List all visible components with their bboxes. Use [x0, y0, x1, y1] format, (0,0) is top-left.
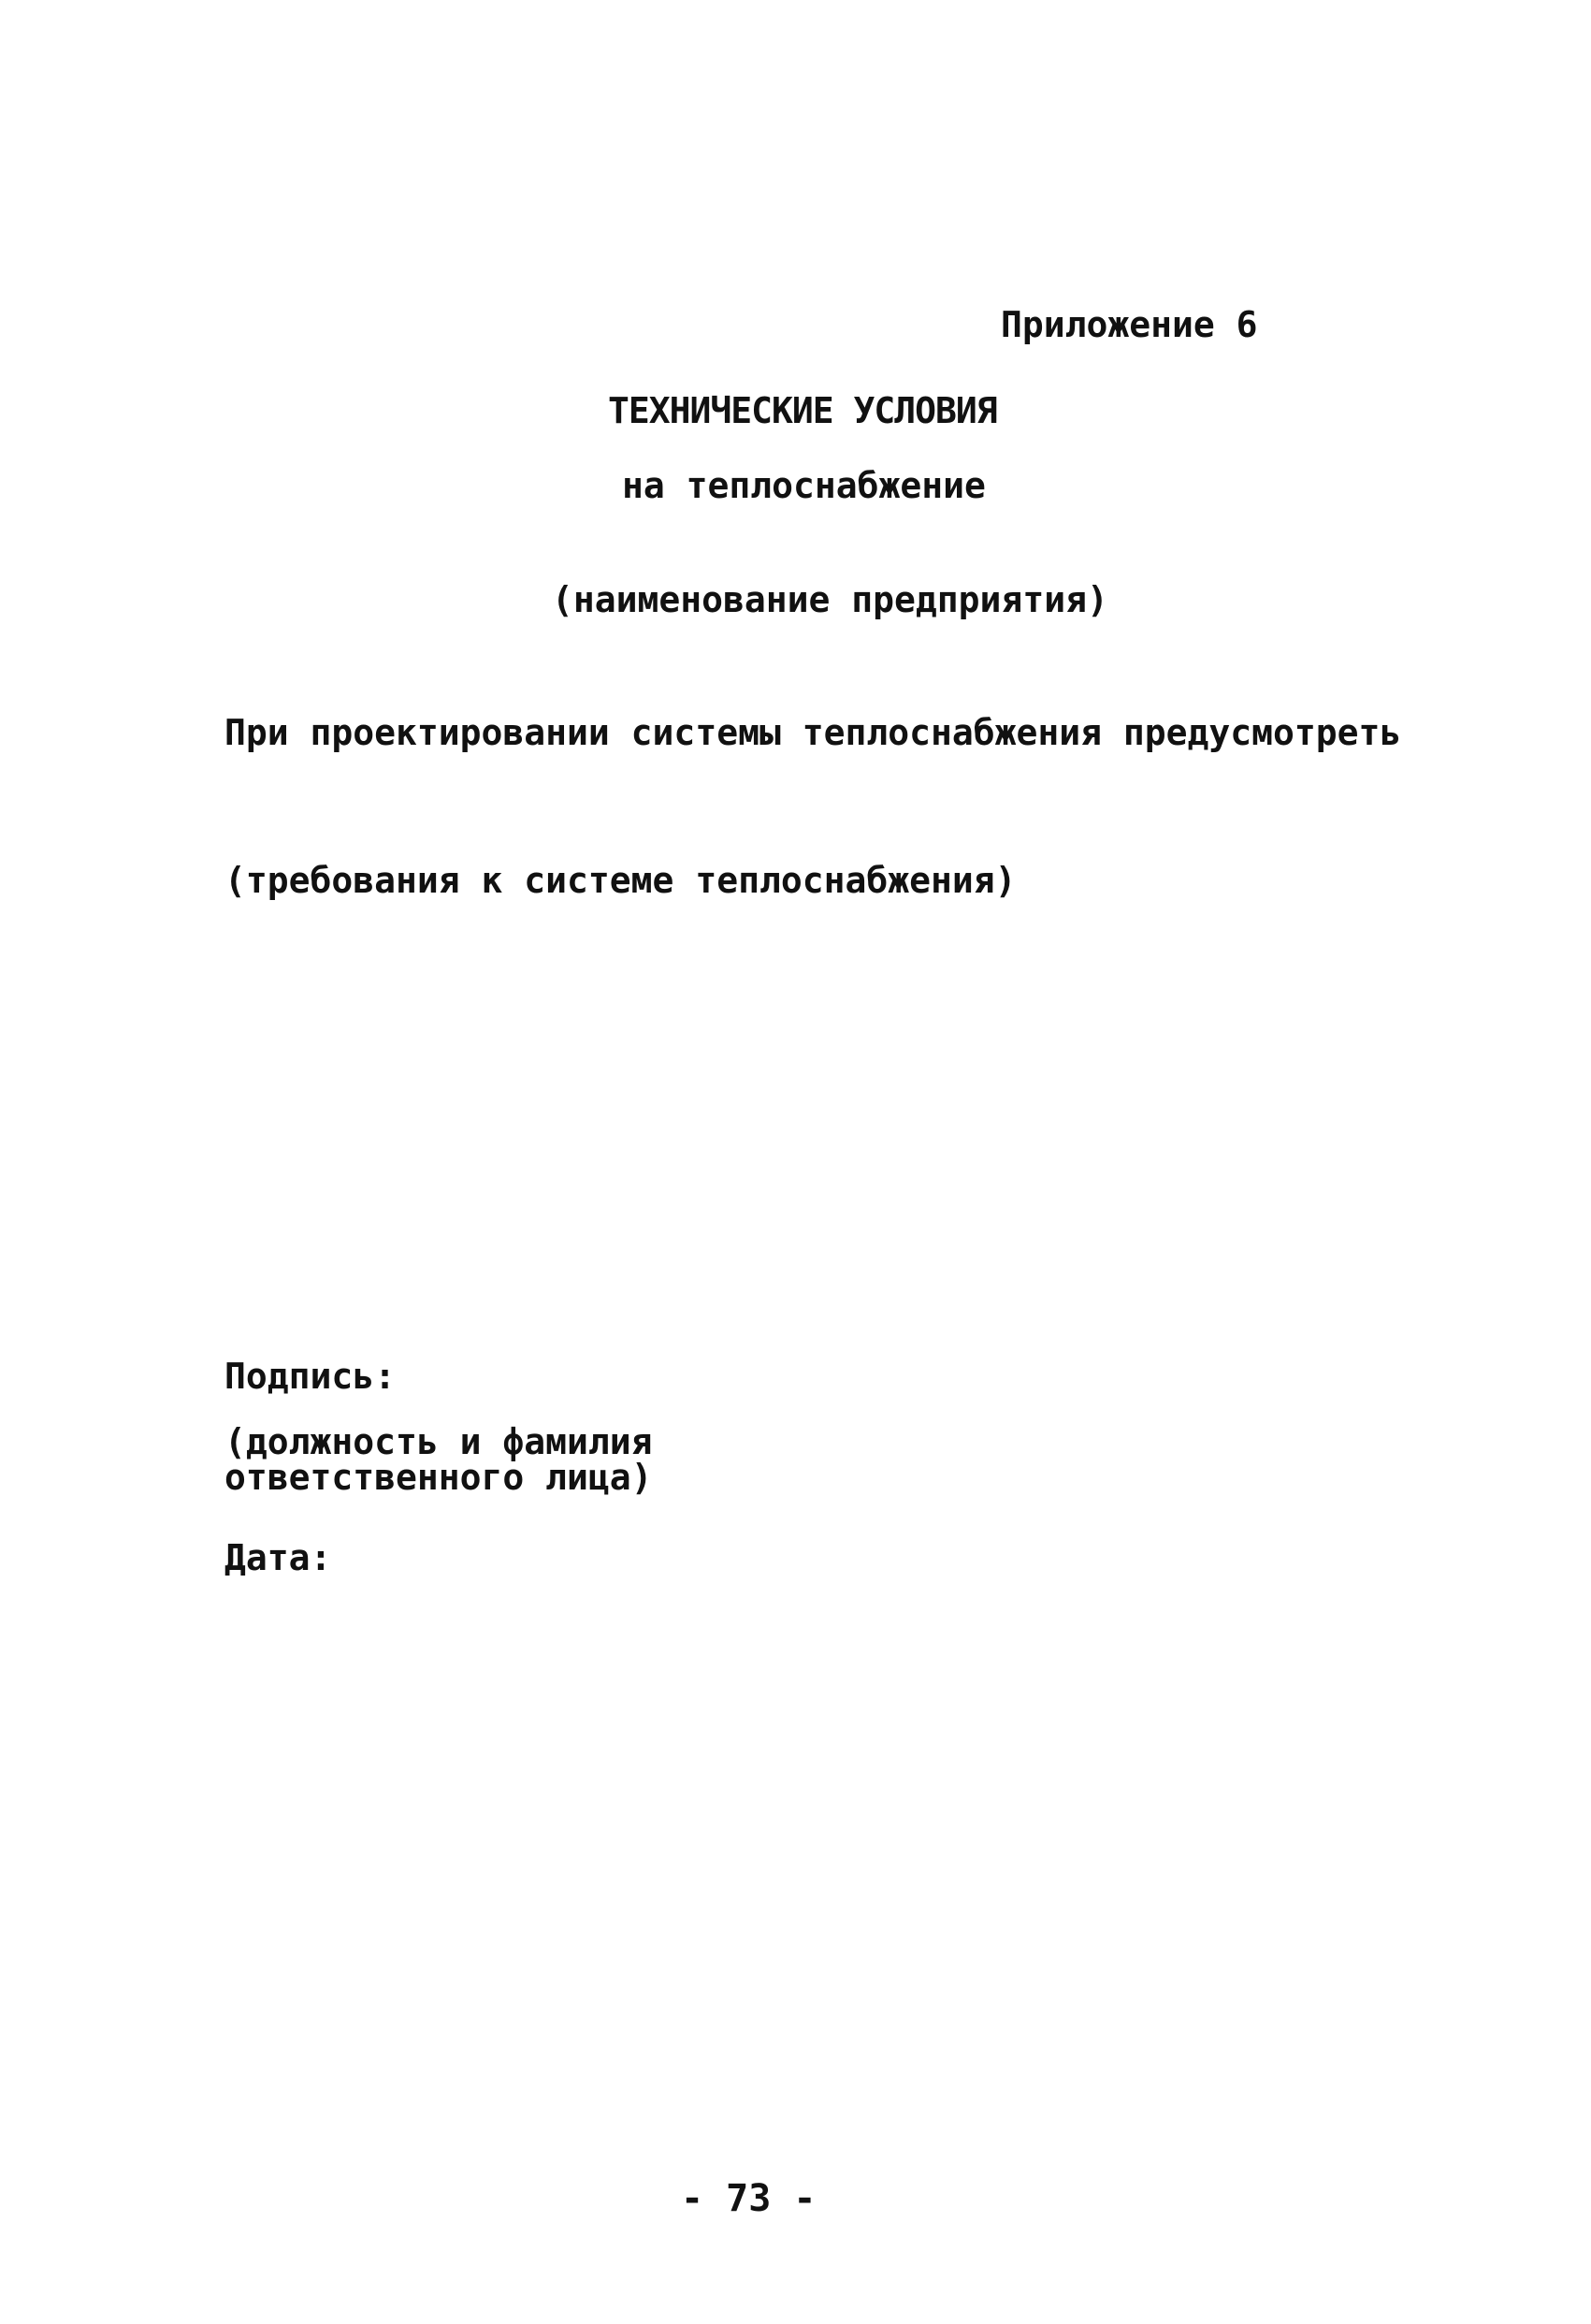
- page-number: - 73 -: [681, 2177, 817, 2220]
- document-title: ТЕХНИЧЕСКИЕ УСЛОВИЯ: [608, 390, 997, 431]
- signature-label: Подпись:: [224, 1356, 397, 1397]
- position-placeholder-line2: ответственного лица): [224, 1457, 653, 1498]
- position-placeholder-line1: (должность и фамилия: [224, 1421, 653, 1462]
- requirements-placeholder: (требования к системе теплоснабжения): [224, 860, 1017, 901]
- appendix-label: Приложение 6: [1001, 304, 1258, 345]
- design-instruction: При проектировании системы теплоснабжения предусмотреть: [224, 712, 1402, 753]
- enterprise-placeholder: (наименование предприятия): [552, 579, 1108, 620]
- document-subtitle: на теплоснабжение: [622, 465, 986, 506]
- date-label: Дата:: [224, 1537, 332, 1578]
